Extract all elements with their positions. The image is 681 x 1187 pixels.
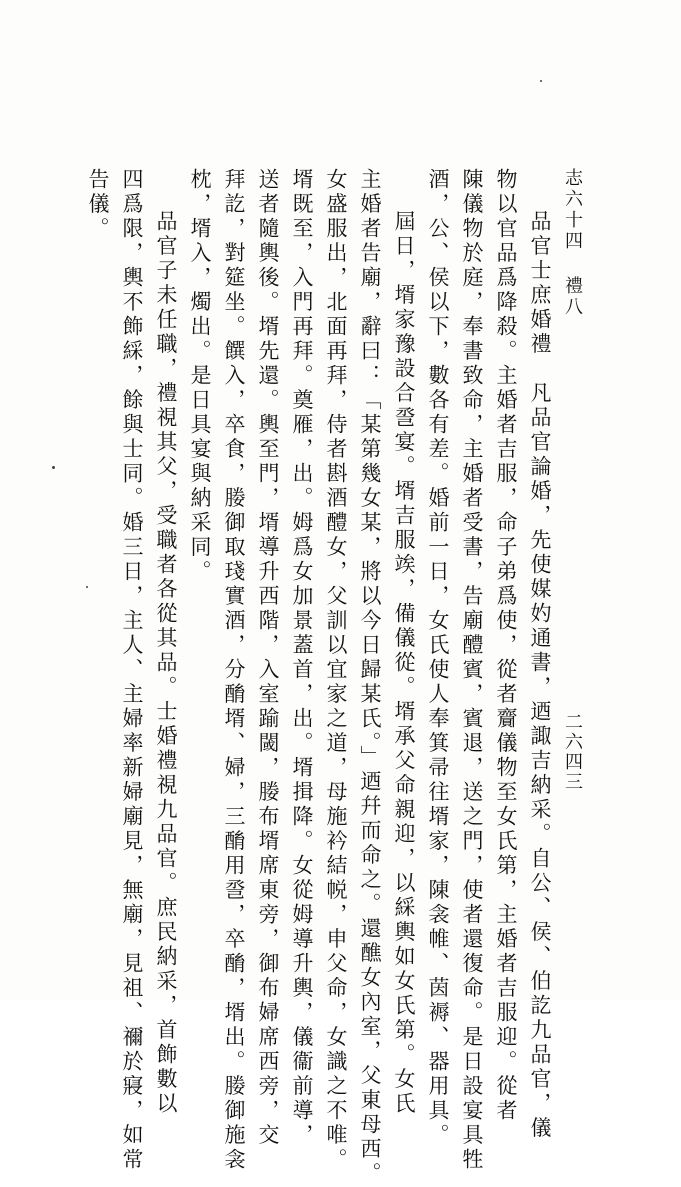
text-column: 主婚者告廟，辭曰：「某第幾女某，將以今日歸某氏。」迺幷而命之。還醮女內室，父東母西。 [358, 168, 382, 1187]
text-column: 女盛服出，北面再拜，侍者斟酒醴女，父訓以宜家之道，母施衿結帨，申父命，女識之不唯。 [324, 168, 348, 1173]
body-text [67, 168, 557, 1187]
text-column: 告儀。 [86, 168, 110, 242]
text-column: 酒，公、侯以下，數各有差。婚前一日，女氏使人奉箕帚往壻家，陳衾帷、茵褥、器用具。 [426, 168, 450, 1148]
scan-speck [540, 80, 542, 82]
scan-speck [86, 586, 88, 588]
text-column: 拜訖，對筵坐。饌入，卒食，媵御取琖實酒，分酳壻、婦，三酳用巹，卒酳，壻出。媵御施衾 [222, 168, 246, 1173]
text-column: 送者隨輿後。壻先還。輿至門，壻導升西階，入室踰閾，媵布壻席東旁，御布婦席西旁，交 [256, 168, 280, 1148]
text-column: 壻既至，入門再拜。奠雁，出。姆爲女加景蓋首，出。壻揖降。女從姆導升輿，儀衞前導， [290, 168, 314, 1148]
text-column: 四爲限，輿不飾綵，餘與士同。婚三日，主人、主婦率新婦廟見，無廟，見祖、禰於寢，如常 [120, 168, 144, 1173]
running-header [559, 168, 585, 318]
header-volume: 志六十四 [562, 168, 583, 252]
page-number: 二六四三 [562, 712, 583, 792]
header-section: 禮八 [562, 276, 583, 318]
text-column: 陳儀物於庭，奉書致命，主婚者受書，告廟醴賓，賓退，送之門，使者還復命。是日設宴具牲 [460, 168, 484, 1173]
text-column: 品官士庶婚禮 凡品官論婚，先使媒妁通書，迺諏吉納采。自公、侯、伯訖九品官，儀 [528, 210, 552, 1141]
scan-speck [52, 466, 55, 469]
text-column: 屆日，壻家豫設合巹宴。壻吉服竢，備儀從。壻承父命親迎，以綵輿如女氏第。女氏 [392, 210, 416, 1117]
text-column: 枕，壻入，燭出。是日具宴與納采同。 [188, 168, 212, 585]
text-column: 物以官品爲降殺。主婚者吉服，命子弟爲使，從者齎儀物至女氏第，主婚者吉服迎。從者 [494, 168, 518, 1124]
text-column: 品官子未任職，禮視其父，受職者各從其品。士婚禮視九品官。庶民納采，首飾數以 [154, 210, 178, 1117]
